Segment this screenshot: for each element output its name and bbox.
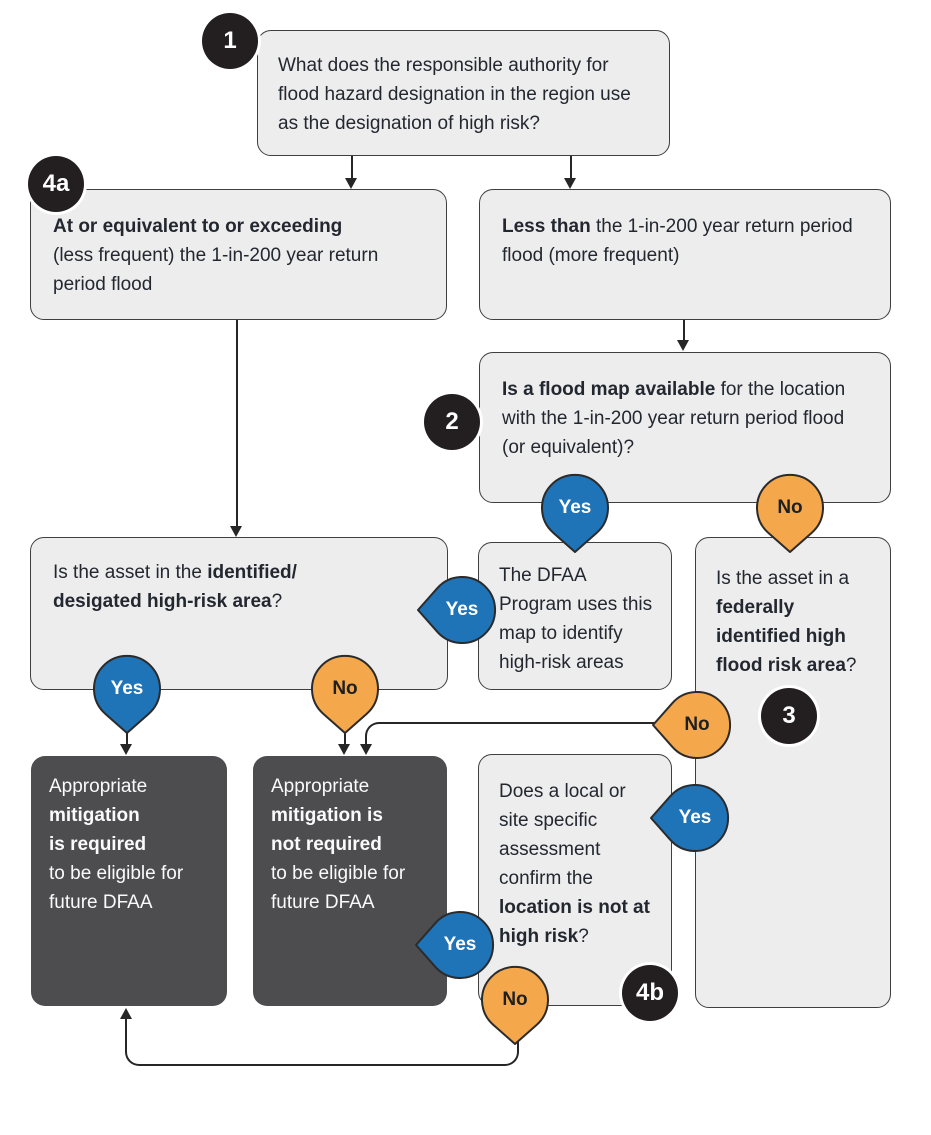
step-badge-3: 3	[761, 688, 817, 744]
arrowhead-icon	[120, 744, 132, 755]
option-box-less-than-rest: the 1-in-200 year return period flood (more frequent)	[502, 216, 853, 266]
outcome-required-line: future DFAA	[49, 892, 153, 913]
option-box-at-or-exceeding-rest: (less frequent) the 1-in-200 year return period flood	[53, 245, 379, 295]
arrowhead-icon	[338, 744, 350, 755]
question-box-federal-area	[695, 537, 891, 1008]
no-pin-label: No	[684, 714, 710, 735]
flow-arrow-authority-to-exceeding	[351, 156, 353, 180]
option-box-less-than	[479, 189, 891, 320]
yes-pin-dfaa-to-identified	[416, 574, 498, 646]
question-box-authority-text: What does the responsible authority for flood hazard designation in the region use as the designation of high risk?	[278, 55, 631, 134]
outcome-required-bold: mitigation	[49, 805, 140, 826]
question-box-federal-area-post: ?	[845, 655, 857, 676]
question-box-authority	[257, 30, 670, 156]
info-box-dfaa-program	[478, 542, 672, 690]
no-pin-label: No	[502, 989, 528, 1010]
yes-pin-label: Yes	[110, 678, 144, 699]
option-box-less-than-bold: Less than	[502, 216, 596, 237]
question-box-identified-area-bold2: desigated high-risk area	[53, 591, 272, 612]
outcome-required-bold: is required	[49, 834, 147, 855]
question-box-identified-area-post: ?	[271, 591, 283, 612]
no-pin-federal-area	[651, 689, 733, 761]
step-badge-1: 1	[202, 13, 258, 69]
arrowhead-icon	[677, 340, 689, 351]
outcome-not-required-bold: not required	[271, 834, 382, 855]
yes-pin-flood-map	[539, 473, 611, 555]
question-box-flood-map-rest: for the location with the 1-in-200 year return period flood (or equivalent)?	[502, 379, 846, 458]
question-box-local-assessment-post: ?	[578, 926, 589, 947]
yes-pin-label: Yes	[443, 934, 477, 955]
flow-arrow-exceeding-to-identified	[236, 320, 238, 526]
yes-pin-assessment-to-not-required	[414, 909, 496, 981]
flow-curve-federal-no-to-not-required	[365, 722, 655, 750]
outcome-not-required-line: Appropriate	[271, 776, 370, 797]
arrowhead-icon	[345, 178, 357, 189]
step-badge-2: 2	[424, 394, 480, 450]
yes-pin-label: Yes	[678, 807, 712, 828]
option-box-at-or-exceeding	[30, 189, 447, 320]
no-pin-identified-area	[309, 654, 381, 736]
arrowhead-icon	[360, 744, 372, 755]
no-pin-flood-map	[754, 473, 826, 555]
option-box-at-or-exceeding-bold: At or equivalent to or exceeding	[53, 216, 343, 237]
yes-pin-identified-area	[91, 654, 163, 736]
arrowhead-icon	[120, 1008, 132, 1019]
arrowhead-icon	[564, 178, 576, 189]
step-badge-4a: 4a	[28, 156, 84, 212]
question-box-flood-map-bold: Is a flood map available	[502, 379, 721, 400]
flow-arrow-lessthan-to-floodmap	[683, 320, 685, 340]
yes-pin-label: Yes	[445, 599, 479, 620]
arrowhead-icon	[230, 526, 242, 537]
question-box-federal-area-pre: Is the asset in a	[716, 568, 850, 589]
outcome-required-line: Appropriate	[49, 776, 148, 797]
no-pin-label: No	[777, 497, 803, 518]
yes-pin-federal-to-assessment	[649, 782, 731, 854]
question-box-local-assessment-bold: location is not at high risk	[499, 897, 650, 947]
step-badge-4b: 4b	[622, 965, 678, 1021]
question-box-federal-area-bold: federally identified high flood risk area	[716, 597, 846, 676]
outcome-box-mitigation-required	[31, 756, 227, 1006]
yes-pin-label: Yes	[558, 497, 592, 518]
info-box-dfaa-program-text: The DFAA Program uses this map to identify high-risk areas	[499, 565, 653, 673]
outcome-not-required-line: future DFAA	[271, 892, 375, 913]
flow-arrow-authority-to-lessthan	[570, 156, 572, 180]
outcome-required-line: to be eligible for	[49, 863, 184, 884]
question-box-identified-area-pre: Is the asset in the	[53, 562, 208, 583]
question-box-identified-area-bold1: identified/	[207, 562, 297, 583]
flow-loop-assessment-no-to-required	[125, 1014, 519, 1066]
outcome-not-required-line: to be eligible for	[271, 863, 406, 884]
no-pin-label: No	[332, 678, 358, 699]
outcome-not-required-bold: mitigation is	[271, 805, 383, 826]
question-box-local-assessment-pre: Does a local or site specific assessment confirm the	[499, 781, 626, 889]
